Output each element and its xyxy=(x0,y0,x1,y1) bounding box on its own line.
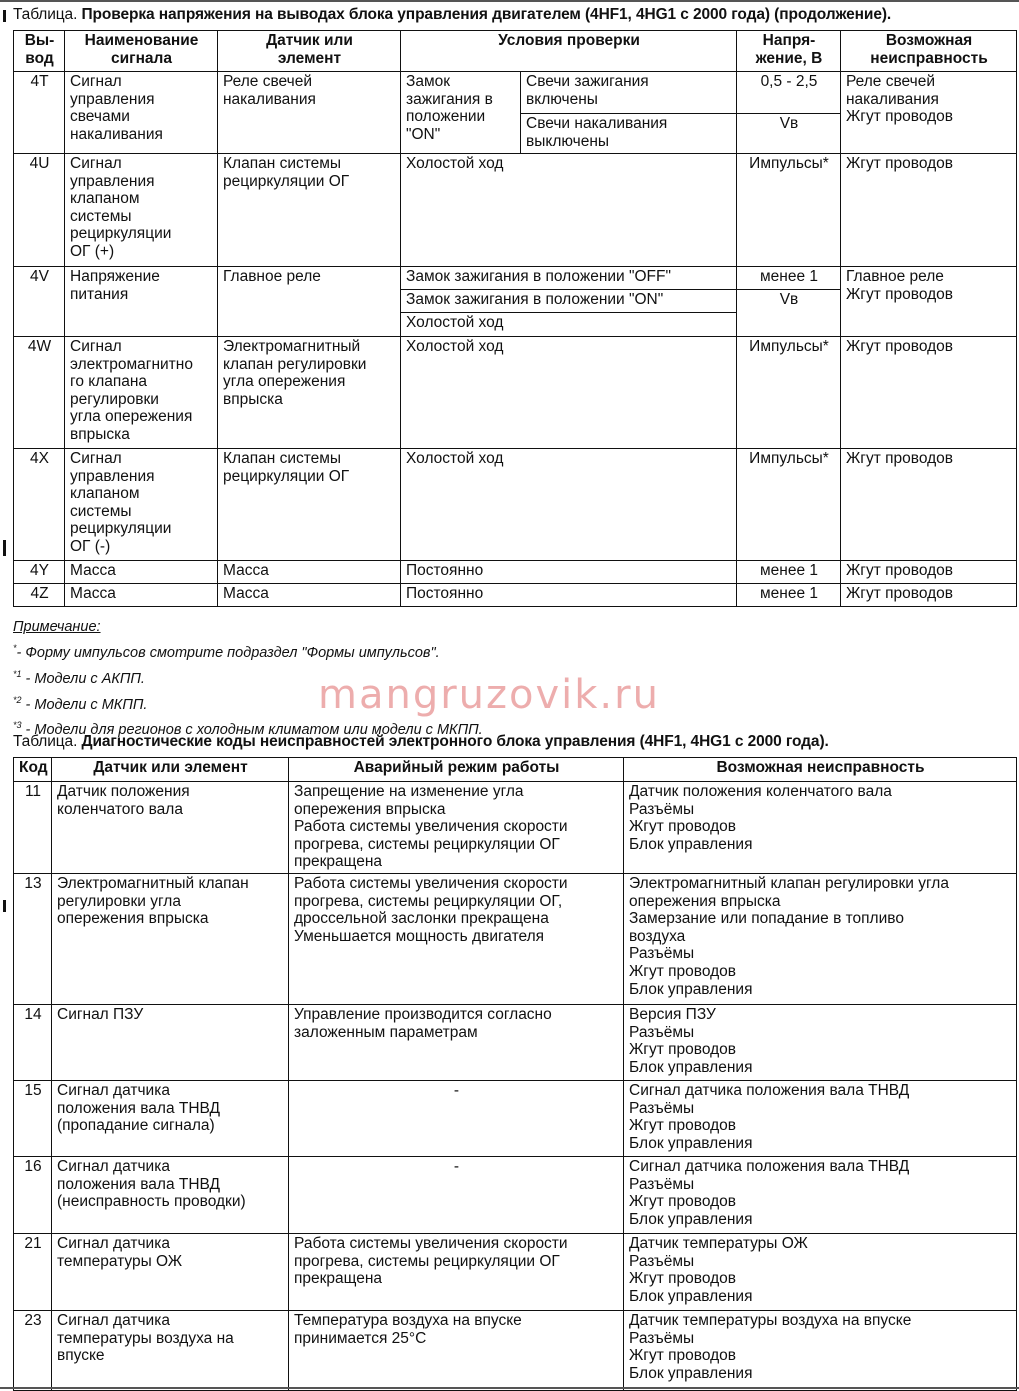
table-row-4Z xyxy=(14,584,1017,607)
table1-caption-title: Проверка напряжения на выводах блока управления двигателем (4HF1, 4HG1 с 2000 года) (продолжение). xyxy=(81,6,892,23)
sensor-cell: Электромагнитный клапан регулировки угла опережения впрыска xyxy=(218,337,401,449)
voltage-cell: Импульсы* xyxy=(737,449,841,561)
code-cell: 14 xyxy=(14,1005,52,1081)
fault-cell: Датчик температуры воздуха на впуске Разъёмы Жгут проводов Блок управления xyxy=(624,1311,1017,1391)
table-row xyxy=(14,1234,1017,1311)
top-edge-line xyxy=(0,0,1019,2)
table-row xyxy=(14,1081,1017,1157)
mode-cell: - xyxy=(289,1081,624,1157)
fault-cell: Жгут проводов xyxy=(841,154,1017,267)
fault-cell: Датчик температуры ОЖ Разъёмы Жгут проводов Блок управления xyxy=(624,1234,1017,1311)
voltage-cell: менее 1 xyxy=(737,561,841,584)
table-row xyxy=(14,782,1017,874)
notes-title: Примечание: xyxy=(13,619,101,635)
signal-cell: Сигнал электромагнитно го клапана регулировки угла опережения впрыска xyxy=(65,337,218,449)
header-voltage: Напря- жение, В xyxy=(737,31,841,72)
header-pin: Вы- вод xyxy=(14,31,65,72)
table-row xyxy=(14,1005,1017,1081)
table1-caption-lead: Таблица. xyxy=(13,6,78,23)
sensor-cell: Сигнал датчика положения вала ТНВД (пропадание сигнала) xyxy=(52,1081,289,1157)
condition-cell: Холостой ход xyxy=(401,154,737,267)
pin-cell: 4Z xyxy=(14,584,65,607)
table-row xyxy=(14,1311,1017,1391)
condition-cell: Холостой ход xyxy=(401,449,737,561)
table2-caption xyxy=(13,733,829,751)
mode-cell: Работа системы увеличения скорости прогрева, системы рециркуляции ОГ, дроссельной заслонки прекращена Уменьшается мощность двигателя xyxy=(289,874,624,1005)
signal-cell: Масса xyxy=(65,561,218,584)
signal-cell: Масса xyxy=(65,584,218,607)
table-row-4W xyxy=(14,337,1017,449)
header-code: Код xyxy=(14,758,52,782)
voltage-cell: Vв xyxy=(737,114,841,154)
header-signal: Наименование сигнала xyxy=(65,31,218,72)
sensor-cell: Масса xyxy=(218,584,401,607)
pin-cell: 4U xyxy=(14,154,65,267)
header-conditions: Условия проверки xyxy=(401,31,737,72)
condition-cell: Постоянно xyxy=(401,584,737,607)
sensor-cell: Реле свечей накаливания xyxy=(218,72,401,154)
code-cell: 11 xyxy=(14,782,52,874)
fault-cell: Жгут проводов xyxy=(841,584,1017,607)
sensor-cell: Сигнал датчика температуры ОЖ xyxy=(52,1234,289,1311)
voltage-cell: Импульсы* xyxy=(737,337,841,449)
sensor-cell: Датчик положения коленчатого вала xyxy=(52,782,289,874)
sensor-cell: Масса xyxy=(218,561,401,584)
fault-cell: Датчик положения коленчатого вала Разъёмы Жгут проводов Блок управления xyxy=(624,782,1017,874)
note-line: $^{*3}$ - Модели для регионов с холодным климатом или модели с МКПП. xyxy=(13,720,483,739)
voltage-cell: менее 1 xyxy=(737,267,841,290)
fault-cell: Сигнал датчика положения вала ТНВД Разъёмы Жгут проводов Блок управления xyxy=(624,1157,1017,1234)
voltage-cell: 0,5 - 2,5 xyxy=(737,72,841,114)
fault-cell: Сигнал датчика положения вала ТНВД Разъёмы Жгут проводов Блок управления xyxy=(624,1081,1017,1157)
table-row-4Y xyxy=(14,561,1017,584)
header-sensor: Датчик или элемент xyxy=(218,31,401,72)
mode-cell: Управление производится согласно заложенным параметрам xyxy=(289,1005,624,1081)
pin-cell: 4V xyxy=(14,267,65,337)
subcondition-cell: Свечи накаливания выключены xyxy=(521,114,737,154)
sensor-cell: Клапан системы рециркуляции ОГ xyxy=(218,154,401,267)
pin-cell: 4X xyxy=(14,449,65,561)
table-row-4X xyxy=(14,449,1017,561)
table2-caption-lead: Таблица. xyxy=(13,733,78,750)
condition-cell: Замок зажигания в положении "OFF" xyxy=(401,267,737,290)
fault-cell: Версия ПЗУ Разъёмы Жгут проводов Блок управления xyxy=(624,1005,1017,1081)
mode-cell: Работа системы увеличения скорости прогрева, системы рециркуляции ОГ прекращена xyxy=(289,1234,624,1311)
mode-cell: Температура воздуха на впуске принимается 25°С xyxy=(289,1311,624,1391)
header-sensor: Датчик или элемент xyxy=(52,758,289,782)
header-mode: Аварийный режим работы xyxy=(289,758,624,782)
signal-cell: Сигнал управления клапаном системы рециркуляции ОГ (-) xyxy=(65,449,218,561)
code-cell: 15 xyxy=(14,1081,52,1157)
note-line: $^{*2}$ - Модели с МКПП. xyxy=(13,694,148,713)
header-fault: Возможная неисправность xyxy=(841,31,1017,72)
table-row-4V xyxy=(14,267,1017,290)
signal-cell: Сигнал управления свечами накаливания xyxy=(65,72,218,154)
table-row xyxy=(14,1157,1017,1234)
signal-cell: Сигнал управления клапаном системы рециркуляции ОГ (+) xyxy=(65,154,218,267)
sensor-cell: Главное реле xyxy=(218,267,401,337)
code-cell: 23 xyxy=(14,1311,52,1391)
condition-cell: Холостой ход xyxy=(401,313,737,337)
fault-cell: Жгут проводов xyxy=(841,449,1017,561)
fault-cell: Жгут проводов xyxy=(841,337,1017,449)
condition-cell: Постоянно xyxy=(401,561,737,584)
voltage-cell: менее 1 xyxy=(737,584,841,607)
voltage-cell: Импульсы* xyxy=(737,154,841,267)
watermark: mangruzovik.ru xyxy=(318,672,660,718)
table-row-4T xyxy=(14,72,1017,114)
fault-cell: Реле свечей накаливания Жгут проводов xyxy=(841,72,1017,154)
condition-cell: Замок зажигания в положении "ON" xyxy=(401,72,521,154)
code-cell: 21 xyxy=(14,1234,52,1311)
pin-cell: 4T xyxy=(14,72,65,154)
margin-mark xyxy=(3,540,6,556)
signal-cell: Напряжение питания xyxy=(65,267,218,337)
subcondition-cell: Свечи зажигания включены xyxy=(521,72,737,114)
fault-cell: Электромагнитный клапан регулировки угла опережения впрыска Замерзание или попадание в топливо воздуха Разъёмы Жгут проводов Блок управления xyxy=(624,874,1017,1005)
table1-caption xyxy=(13,6,891,24)
table1-header-row xyxy=(14,31,1017,72)
table-row xyxy=(14,874,1017,1005)
table-row-4U xyxy=(14,154,1017,267)
pin-cell: 4W xyxy=(14,337,65,449)
condition-cell: Замок зажигания в положении "ON" xyxy=(401,290,737,313)
margin-mark xyxy=(3,900,6,912)
voltage-check-table xyxy=(13,30,1017,607)
mode-cell: - xyxy=(289,1157,624,1234)
note-line: *- Форму импульсов смотрите подраздел "Формы импульсов". xyxy=(13,643,440,661)
pin-cell: 4Y xyxy=(14,561,65,584)
fault-cell: Главное реле Жгут проводов xyxy=(841,267,1017,337)
condition-cell: Холостой ход xyxy=(401,337,737,449)
table2-caption-title: Диагностические коды неисправностей электронного блока управления (4HF1, 4HG1 с 2000 года). xyxy=(81,733,829,750)
note-line: $^{*1}$ - Модели с АКПП. xyxy=(13,668,145,687)
diagnostic-codes-table xyxy=(13,757,1017,1391)
margin-mark xyxy=(3,10,6,22)
header-fault: Возможная неисправность xyxy=(624,758,1017,782)
voltage-cell: Vв xyxy=(737,290,841,337)
sensor-cell: Сигнал ПЗУ xyxy=(52,1005,289,1081)
fault-cell: Жгут проводов xyxy=(841,561,1017,584)
table2-header-row xyxy=(14,758,1017,782)
code-cell: 13 xyxy=(14,874,52,1005)
sensor-cell: Клапан системы рециркуляции ОГ xyxy=(218,449,401,561)
sensor-cell: Сигнал датчика температуры воздуха на впуске xyxy=(52,1311,289,1391)
code-cell: 16 xyxy=(14,1157,52,1234)
sensor-cell: Электромагнитный клапан регулировки угла опережения впрыска xyxy=(52,874,289,1005)
mode-cell: Запрещение на изменение угла опережения впрыска Работа системы увеличения скорости прогрева, системы рециркуляции ОГ прекращена xyxy=(289,782,624,874)
sensor-cell: Сигнал датчика положения вала ТНВД (неисправность проводки) xyxy=(52,1157,289,1234)
